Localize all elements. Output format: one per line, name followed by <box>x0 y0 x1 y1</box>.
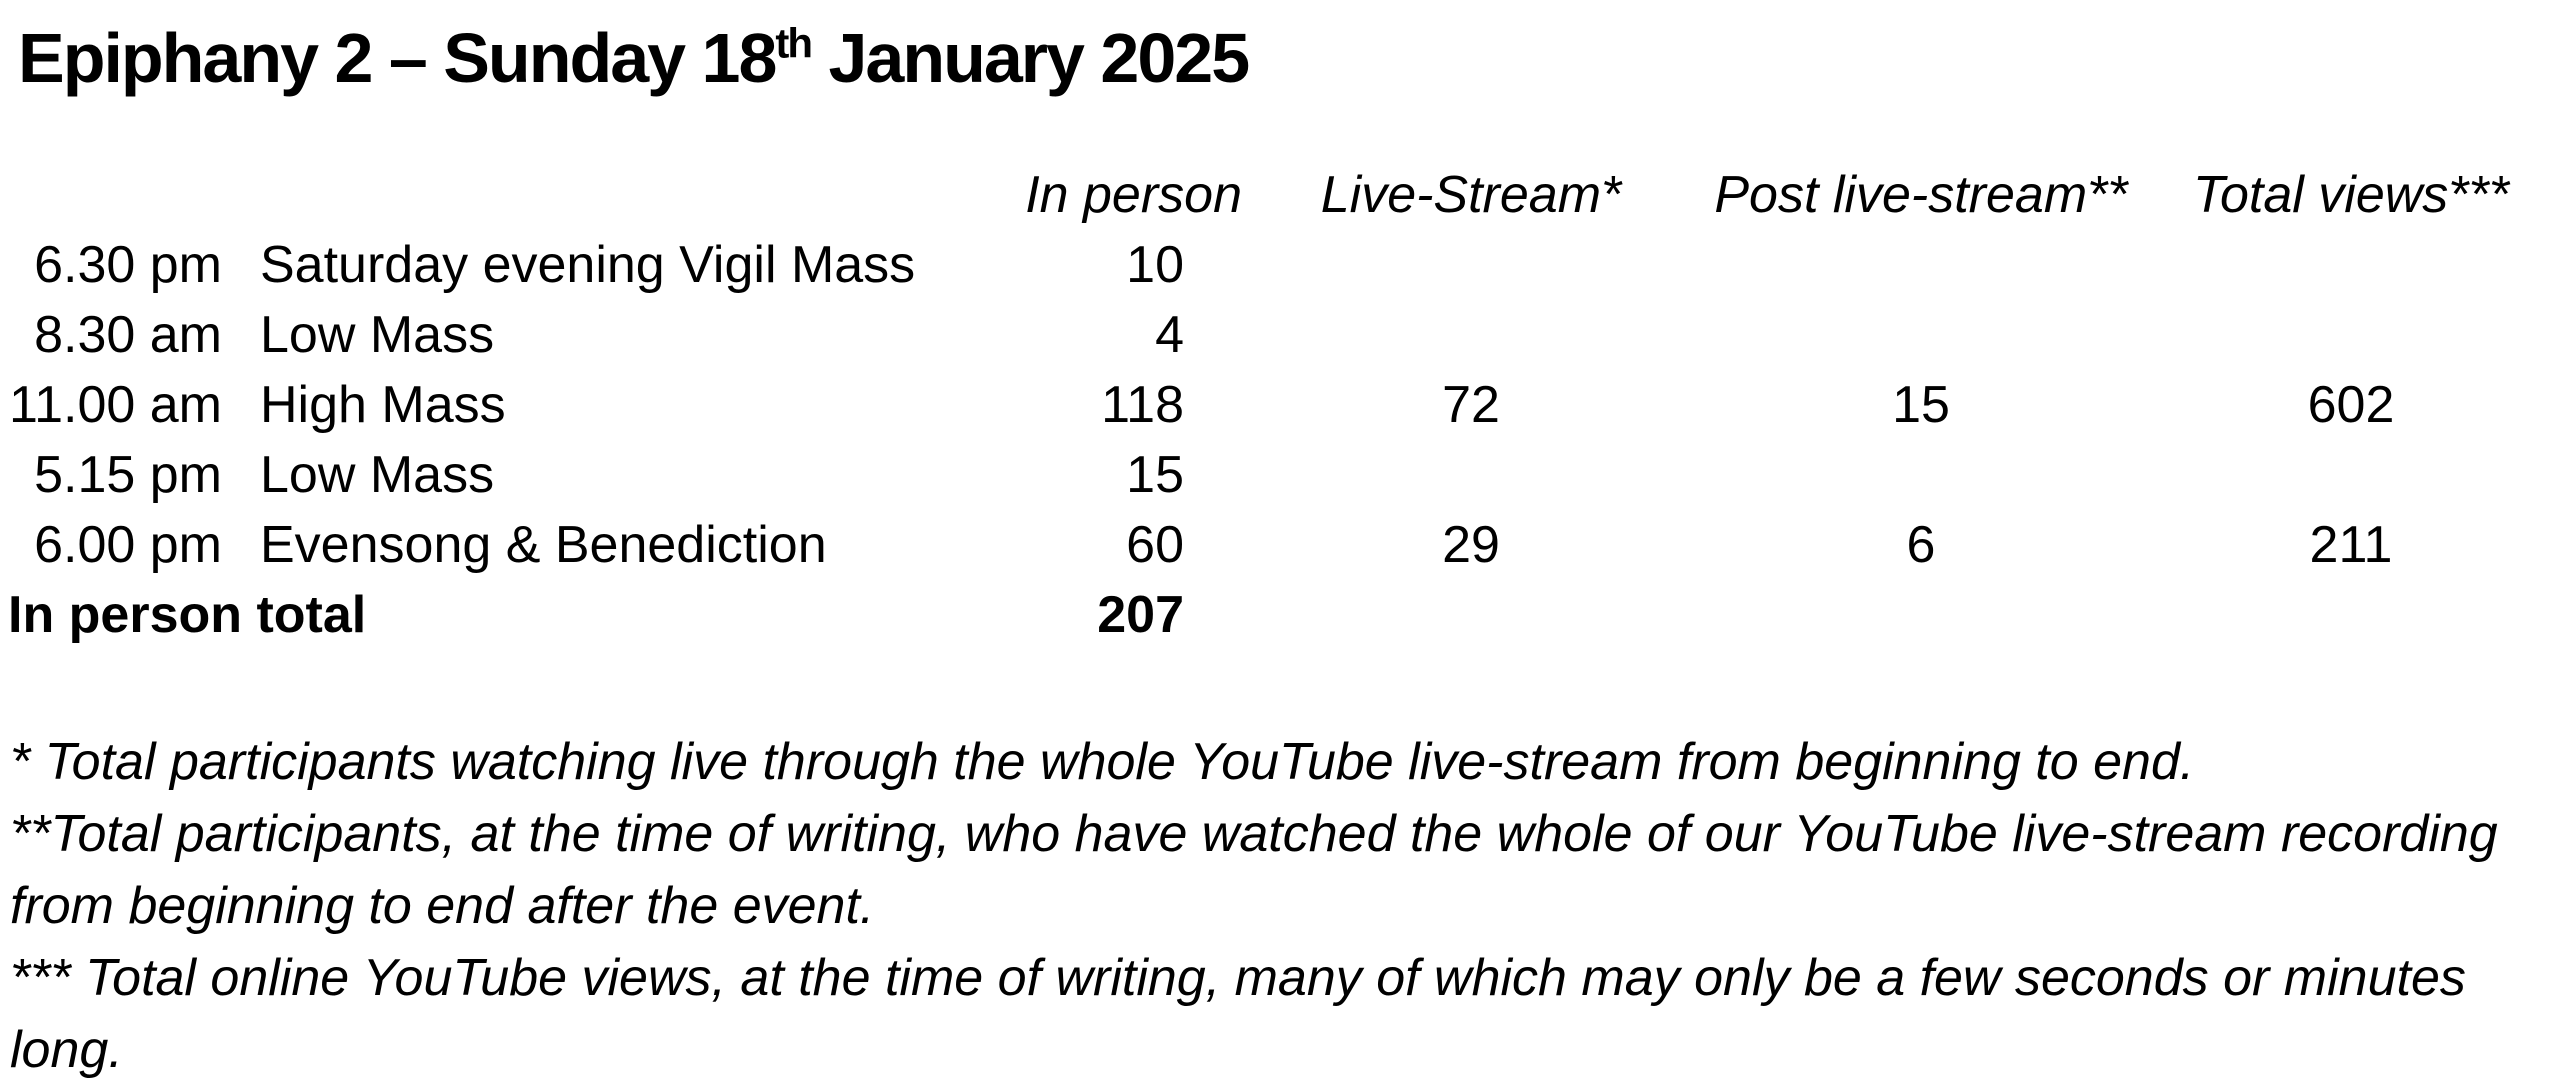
footnote-live-stream: * Total participants watching live through the whole YouTube live-stream from beginning to end. <box>10 733 2195 791</box>
footnotes-section <box>0 726 2552 1086</box>
in-person-cell: 60 <box>1126 516 1184 574</box>
time-cell: 5.15 pm <box>34 446 222 504</box>
post-live-stream-column-header: Post live-stream** <box>1714 166 2128 224</box>
spacer <box>1700 580 2142 650</box>
total-views-cell <box>2142 300 2560 370</box>
service-cell: Low Mass <box>260 306 495 364</box>
spacer <box>222 300 260 370</box>
live-stream-column-header: Live-Stream* <box>1320 166 1622 224</box>
footnote-post-live-stream: **Total participants, at the time of writing, who have watched the whole of our YouTube live-stream recording from beginning to end after the event. <box>10 805 2498 935</box>
in-person-cell: 4 <box>1155 306 1184 364</box>
table-row <box>0 230 2560 300</box>
time-cell: 8.30 am <box>34 306 222 364</box>
service-cell: Saturday evening Vigil Mass <box>260 236 916 294</box>
time-cell: 6.30 pm <box>34 236 222 294</box>
time-column-header <box>0 160 222 230</box>
in-person-total-value: 207 <box>1097 586 1184 644</box>
service-cell: Low Mass <box>260 446 495 504</box>
total-views-column-header: Total views*** <box>2192 166 2509 224</box>
spacer <box>222 230 260 300</box>
page-title <box>0 14 2560 102</box>
live-stream-cell: 72 <box>1442 376 1500 434</box>
service-cell: High Mass <box>260 376 506 434</box>
post-live-stream-cell <box>1700 300 2142 370</box>
table-row <box>0 370 2560 440</box>
footnote-total-views: *** Total online YouTube views, at the time of writing, many of which may only be a few seconds or minutes long. <box>10 949 2466 1079</box>
spacer <box>2142 580 2560 650</box>
time-cell: 6.00 pm <box>34 516 222 574</box>
in-person-cell: 118 <box>1101 376 1184 434</box>
page-title-prefix: Epiphany 2 – Sunday 18 <box>18 19 776 97</box>
table-row <box>0 440 2560 510</box>
table-row <box>0 300 2560 370</box>
page-title-ordinal-superscript: th <box>775 19 812 67</box>
spacer <box>222 160 260 230</box>
spacer <box>222 440 260 510</box>
post-live-stream-cell <box>1700 440 2142 510</box>
total-views-cell: 211 <box>2309 516 2393 574</box>
in-person-column-header: In person <box>1025 166 1242 224</box>
service-column-header <box>260 160 965 230</box>
service-cell: Evensong & Benediction <box>260 516 827 574</box>
total-views-cell: 602 <box>2307 376 2395 434</box>
table-row <box>0 510 2560 580</box>
total-views-cell <box>2142 440 2560 510</box>
post-live-stream-cell: 6 <box>1906 516 1936 574</box>
live-stream-cell: 29 <box>1442 516 1500 574</box>
live-stream-cell <box>1242 230 1700 300</box>
live-stream-cell <box>1242 440 1700 510</box>
page-title-suffix: January 2025 <box>811 19 1249 97</box>
spacer <box>1242 580 1700 650</box>
post-live-stream-cell: 15 <box>1892 376 1950 434</box>
total-views-cell <box>2142 230 2560 300</box>
post-live-stream-cell <box>1700 230 2142 300</box>
live-stream-cell <box>1242 300 1700 370</box>
in-person-cell: 10 <box>1126 236 1184 294</box>
table-total-row <box>0 580 2560 650</box>
spacer <box>222 510 260 580</box>
spacer <box>222 370 260 440</box>
table-header-row <box>0 160 2560 230</box>
in-person-cell: 15 <box>1126 446 1184 504</box>
in-person-total-label: In person total <box>8 586 367 644</box>
time-cell: 11.00 am <box>9 376 222 434</box>
attendance-table <box>0 160 2560 650</box>
